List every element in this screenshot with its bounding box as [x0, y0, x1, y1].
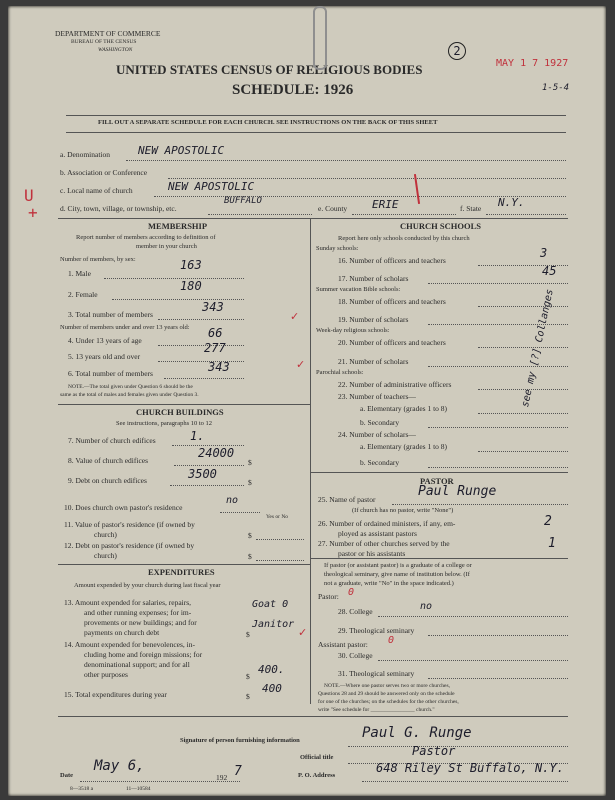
- pastor-note-2: Questions 28 and 29 should be answered only on the schedule: [318, 691, 455, 697]
- q27-label-2: pastor or his assistants: [338, 549, 406, 558]
- q13-note-1: Goat 0: [252, 599, 289, 610]
- membership-intro: Report number of members according to definition of: [76, 234, 216, 241]
- city-name: WASHINGTON: [98, 47, 133, 53]
- check-mark-icon: ✓: [290, 310, 300, 323]
- q23b-label: b. Secondary: [360, 418, 400, 427]
- q15-value: 400: [262, 682, 282, 695]
- margin-mark-u: U: [24, 186, 34, 205]
- form-title: UNITED STATES CENSUS OF RELIGIOUS BODIES: [116, 62, 423, 77]
- dollar-sign: $: [248, 552, 252, 561]
- q3-label: 3. Total number of members: [68, 310, 153, 319]
- dollar-sign: $: [246, 672, 250, 681]
- dept-name: DEPARTMENT OF COMMERCE: [55, 29, 161, 38]
- q29-label: 29. Theological seminary: [338, 626, 415, 635]
- q24b-label: b. Secondary: [360, 458, 400, 467]
- buildings-sub: See instructions, paragraphs 10 to 12: [116, 420, 213, 427]
- pastor-note: NOTE.—Where one pastor serves two or more churches,: [324, 683, 450, 689]
- dollar-sign: $: [248, 458, 252, 467]
- state-label: f. State: [460, 204, 482, 213]
- form-number: 8—3518 a: [70, 786, 94, 792]
- q8-label: 8. Value of church edifices: [68, 456, 149, 465]
- q30-label: 30. College: [338, 651, 373, 660]
- q24-label: 24. Number of scholars—: [338, 430, 416, 439]
- q13-label-3: provements or new buildings; and for: [84, 618, 197, 627]
- schedule-title: SCHEDULE: 1926: [232, 82, 354, 98]
- q13-note-2: Janitor: [252, 619, 295, 630]
- bureau-name: BUREAU OF THE CENSUS: [71, 39, 137, 45]
- weekday-header: Week-day religious schools:: [316, 327, 390, 334]
- q16-label: 16. Number of officers and teachers: [338, 256, 446, 265]
- q7-value: 1.: [190, 429, 205, 443]
- instruction-line: FILL OUT A SEPARATE SCHEDULE FOR EACH CHURCH. SEE INSTRUCTIONS ON THE BACK OF THIS SHEET: [98, 119, 438, 126]
- state-value: N.Y.: [498, 196, 525, 209]
- q10-label: 10. Does church own pastor's residence: [64, 503, 183, 512]
- q10-value: no: [226, 495, 239, 506]
- q31-label: 31. Theological seminary: [338, 669, 415, 678]
- q28-value: no: [420, 601, 433, 612]
- q28-label: 28. College: [338, 607, 373, 616]
- graduate-note-2: theological seminary, give name of institution below. (If: [324, 571, 470, 578]
- q23-label: 23. Number of teachers—: [338, 392, 416, 401]
- yes-no-hint: Yes or No: [266, 514, 289, 520]
- dollar-sign: $: [248, 478, 252, 487]
- q12-label-2: church): [94, 551, 117, 560]
- dollar-sign: $: [246, 692, 250, 701]
- signature-label: Signature of person furnishing information: [180, 737, 300, 744]
- assistant-value: 0: [388, 635, 395, 646]
- q13-label: 13. Amount expended for salaries, repairs,: [64, 598, 192, 607]
- q16-value: 3: [540, 246, 548, 260]
- q9-value: 3500: [188, 467, 217, 481]
- membership-age-header: Number of members under and over 13 years old:: [60, 324, 190, 331]
- q7-label: 7. Number of church edifices: [68, 436, 156, 445]
- summer-header: Summer vacation Bible schools:: [316, 286, 401, 293]
- q12-label: 12. Debt on pastor's residence (if owned by: [64, 541, 195, 550]
- q23a-label: a. Elementary (grades 1 to 8): [360, 404, 448, 413]
- q11-label-2: church): [94, 530, 117, 539]
- form-number-2: 11—10584: [126, 786, 151, 792]
- q14-label-4: other purposes: [84, 670, 128, 679]
- membership-note: NOTE.—The total given under Question 6 should be the: [68, 384, 193, 390]
- received-stamp: MAY 1 7 1927: [496, 58, 569, 69]
- check-mark-icon: ✓: [298, 626, 308, 639]
- denomination-value: NEW APOSTOLIC: [138, 144, 225, 157]
- q25-label: 25. Name of pastor: [318, 495, 376, 504]
- check-mark-icon: ✓: [296, 358, 306, 371]
- year-value: 7: [234, 764, 242, 779]
- q27-value: 1: [548, 536, 556, 551]
- q19-label: 19. Number of scholars: [338, 315, 409, 324]
- address-label: P. O. Address: [298, 772, 336, 779]
- expenditures-sub: Amount expended by your church during last fiscal year: [74, 582, 221, 589]
- margin-mark-plus: +: [28, 203, 38, 222]
- denomination-label: a. Denomination: [60, 150, 110, 159]
- handwritten-code: 1-5-4: [542, 83, 570, 93]
- official-title-value: Pastor: [412, 744, 456, 758]
- county-label: e. County: [318, 204, 348, 213]
- pastor-note-3: for one of the churches; on the schedules for the other churches,: [318, 699, 459, 705]
- signature-value: Paul G. Runge: [362, 725, 472, 741]
- membership-note-2: same as the total of males and females given under Question 3.: [60, 392, 199, 398]
- q25-value: Paul Runge: [418, 484, 497, 499]
- graduate-note: If pastor (or assistant pastor) is a graduate of a college or: [324, 562, 472, 569]
- q15-label: 15. Total expenditures during year: [64, 690, 167, 699]
- membership-sex-header: Number of members, by sex:: [60, 256, 136, 263]
- q20-label: 20. Number of officers and teachers: [338, 338, 446, 347]
- q13-label-4: payments on church debt: [84, 628, 160, 637]
- q14-label: 14. Amount expended for benevolences, in-: [64, 640, 196, 649]
- graduate-note-3: not a graduate, write "No" in the space indicated.): [324, 580, 454, 587]
- q6-value: 343: [208, 360, 230, 374]
- assistant-label: Assistant pastor:: [318, 640, 368, 649]
- q5-label: 5. 13 years old and over: [68, 352, 141, 361]
- q14-label-2: cluding home and foreign missions; for: [84, 650, 203, 659]
- q24a-label: a. Elementary (grades 1 to 8): [360, 442, 448, 451]
- dollar-sign: $: [248, 531, 252, 540]
- q18-label: 18. Number of officers and teachers: [338, 297, 446, 306]
- q1-value: 163: [180, 258, 202, 272]
- q2-label: 2. Female: [68, 290, 98, 299]
- q26-label-2: ployed as assistant pastors: [338, 529, 417, 538]
- pastor-title: PASTOR: [420, 476, 454, 486]
- q22-label: 22. Number of administrative officers: [338, 380, 452, 389]
- membership-intro-2: member in your church: [136, 243, 197, 250]
- q14-label-3: denominational support; and for all: [84, 660, 190, 669]
- date-value: May 6,: [94, 758, 145, 774]
- address-value: 648 Riley St Buffalo, N.Y.: [376, 761, 564, 775]
- paper-clip-icon: [313, 6, 327, 70]
- q17-label: 17. Number of scholars: [338, 274, 409, 283]
- q25-sub: (If church has no pastor, write "None"): [352, 507, 454, 514]
- q3-value: 343: [202, 300, 224, 314]
- side-note: see my [?] Collanges: [520, 288, 556, 409]
- q4-label: 4. Under 13 years of age: [68, 336, 142, 345]
- q5-value: 277: [204, 341, 226, 355]
- q26-value: 2: [544, 514, 552, 529]
- schools-title: CHURCH SCHOOLS: [400, 221, 481, 231]
- association-label: b. Association or Conference: [60, 168, 148, 177]
- q9-label: 9. Debt on church edifices: [68, 476, 147, 485]
- q17-value: 45: [542, 264, 557, 278]
- expenditures-title: EXPENDITURES: [148, 567, 215, 577]
- q1-label: 1. Male: [68, 269, 91, 278]
- membership-title: MEMBERSHIP: [148, 221, 208, 231]
- city-value: BUFFALO: [224, 196, 262, 206]
- circled-number: 2: [448, 42, 466, 60]
- q21-label: 21. Number of scholars: [338, 357, 409, 366]
- city-label: d. City, town, village, or township, etc.: [60, 204, 177, 213]
- buildings-title: CHURCH BUILDINGS: [136, 407, 224, 417]
- official-title-label: Official title: [300, 754, 334, 761]
- local-name-value: NEW APOSTOLIC: [168, 180, 255, 193]
- pastor-label: Pastor:: [318, 592, 339, 601]
- sunday-header: Sunday schools:: [316, 245, 359, 252]
- q2-value: 180: [180, 279, 202, 293]
- parochial-header: Parochial schools:: [316, 369, 364, 376]
- year-prefix: 192: [216, 773, 228, 782]
- q8-value: 24000: [198, 446, 235, 460]
- schools-intro: Report here only schools conducted by this church: [338, 235, 470, 242]
- county-value: ERIE: [372, 198, 399, 211]
- pastor-note-4: write "See schedule for ________________ church.": [318, 707, 435, 713]
- census-form: [8, 6, 606, 796]
- pastor-value: 0: [348, 587, 355, 598]
- q14-value: 400.: [258, 663, 285, 676]
- q4-value: 66: [208, 326, 223, 340]
- q13-label-2: and other running expenses; for im-: [84, 608, 192, 617]
- date-label: Date: [60, 772, 73, 779]
- dollar-sign: $: [246, 630, 250, 639]
- q6-label: 6. Total number of members: [68, 369, 153, 378]
- local-name-label: c. Local name of church: [60, 186, 133, 195]
- q11-label: 11. Value of pastor's residence (if owned by: [64, 520, 195, 529]
- q26-label: 26. Number of ordained ministers, if any, em-: [318, 519, 456, 528]
- q27-label: 27. Number of other churches served by the: [318, 539, 450, 548]
